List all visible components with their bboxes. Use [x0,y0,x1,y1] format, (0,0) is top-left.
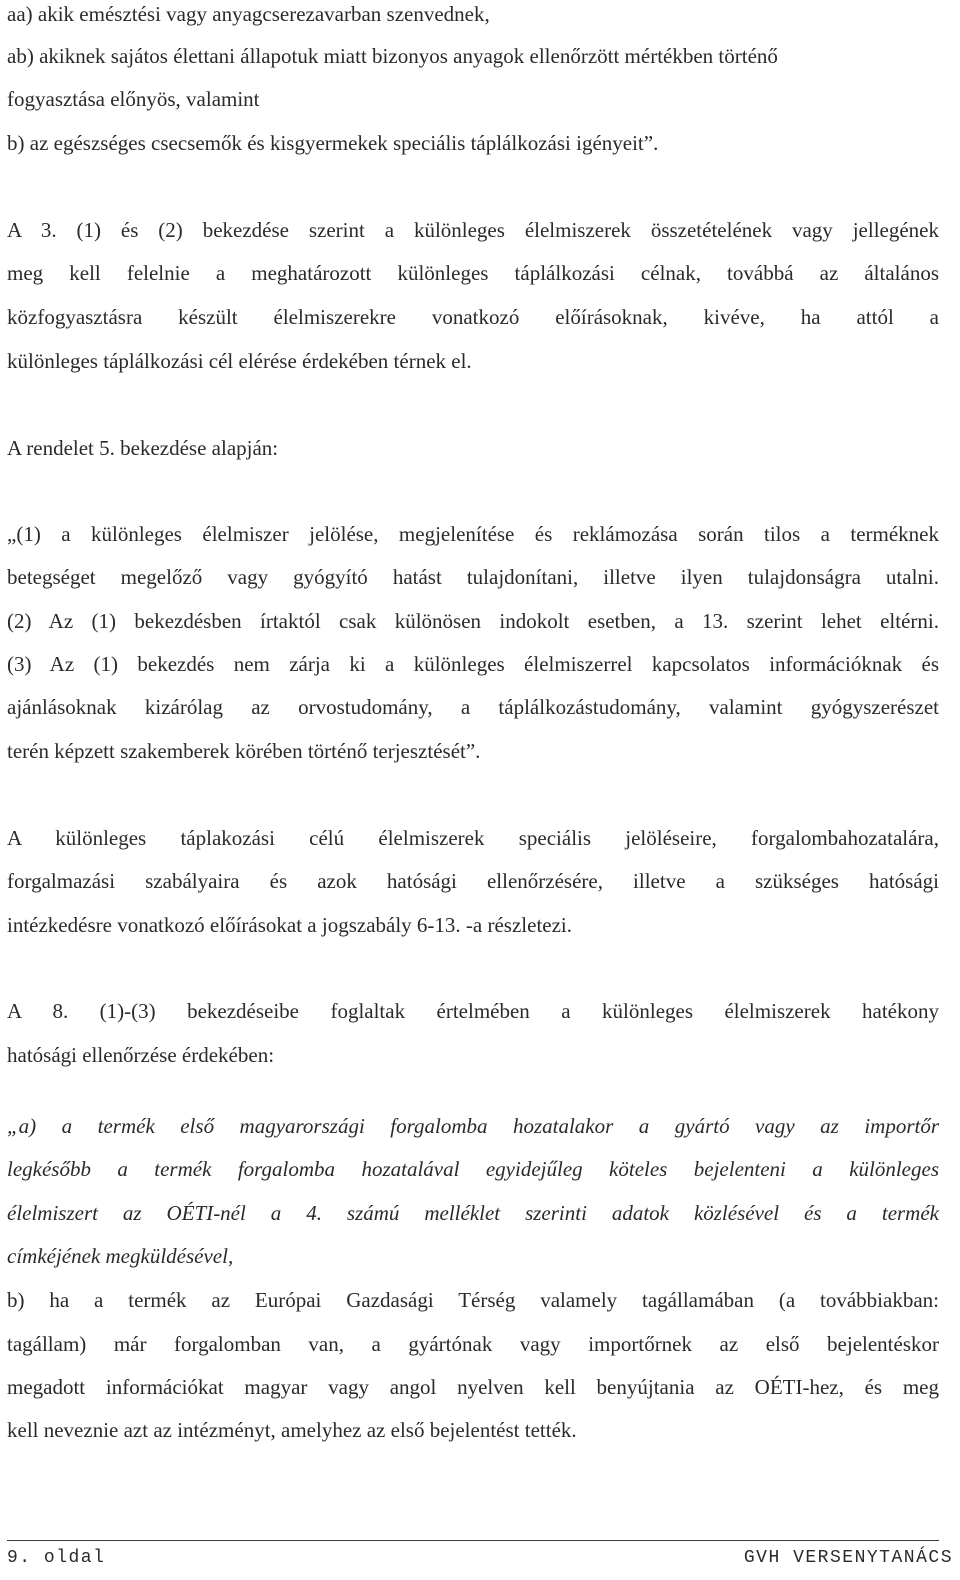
text-line: kell neveznie azt az intézményt, amelyhez az első bejelentést tették. [7,1418,577,1442]
text-line: „a) a termék első magyarországi forgalomba hozatalakor a gyártó vagy az importőr [7,1114,939,1138]
text-line: forgalmazási szabályaira és azok hatósági ellenőrzésére, illetve a szükséges hatósági [7,869,939,893]
text-line: legkésőbb a termék forgalomba hozatalával egyidejűleg köteles bejelenteni a különleges [7,1157,939,1181]
page-number: 9. oldal [7,1548,106,1568]
text-line: (3) Az (1) bekezdés nem zárja ki a különleges élelmiszerrel kapcsolatos információknak és [7,652,939,676]
text-line: megadott információkat magyar vagy angol nyelven kell benyújtania az OÉTI-hez, és meg [7,1375,939,1399]
text-line: betegséget megelőző vagy gyógyító hatást tulajdonítani, illetve ilyen tulajdonságra utalni. [7,565,939,589]
text-line: hatósági ellenőrzése érdekében: [7,1043,275,1067]
text-line: A különleges táplakozási célú élelmiszerek speciális jelöléseire, forgalombahozatalára, [7,826,939,850]
text-line: „(1) a különleges élelmiszer jelölése, megjelenítése és reklámozása során tilos a terméknek [7,522,939,546]
text-line: A 8. (1)-(3) bekezdéseibe foglaltak értelmében a különleges élelmiszerek hatékony [7,999,939,1023]
footer-organization: GVH VERSENYTANÁCS [743,1548,953,1568]
text-line: élelmiszert az OÉTI-nél a 4. számú melléklet szerinti adatok közlésével és a termék [7,1201,939,1225]
text-line: meg kell felelnie a meghatározott különleges táplálkozási célnak, továbbá az általános [7,261,939,285]
text-line: ab) akiknek sajátos élettani állapotuk miatt bizonyos anyagok ellenőrzött mértékben történő [7,44,778,68]
text-line: tagállam) már forgalomban van, a gyártónak vagy importőrnek az első bejelentéskor [7,1332,939,1356]
text-line: közfogyasztásra készült élelmiszerekre vonatkozó előírásoknak, kivéve, ha attól a [7,305,939,329]
text-line: b) ha a termék az Európai Gazdasági Térség valamely tagállamában (a továbbiakban: [7,1288,939,1312]
text-line: (2) Az (1) bekezdésben írtaktól csak különösen indokolt esetben, a 13. szerint lehet eltérni. [7,609,939,633]
text-line: A rendelet 5. bekezdése alapján: [7,436,279,460]
footer-divider [7,1540,939,1541]
text-line: különleges táplálkozási cél elérése érdekében térnek el. [7,349,472,373]
text-line: terén képzett szakemberek körében történő terjesztését”. [7,739,481,763]
text-line: A 3. (1) és (2) bekezdése szerint a különleges élelmiszerek összetételének vagy jellegének [7,218,939,242]
text-line: b) az egészséges csecsemők és kisgyermekek speciális táplálkozási igényeit”. [7,131,659,155]
text-line: aa) akik emésztési vagy anyagcserezavarban szenvednek, [7,2,490,26]
text-line: ajánlásoknak kizárólag az orvostudomány, a táplálkozástudomány, valamint gyógyszerészet [7,695,939,719]
text-line: címkéjének megküldésével, [7,1244,234,1268]
text-line: fogyasztása előnyös, valamint [7,87,260,111]
text-line: intézkedésre vonatkozó előírásokat a jogszabály 6-13. -a részletezi. [7,913,573,937]
